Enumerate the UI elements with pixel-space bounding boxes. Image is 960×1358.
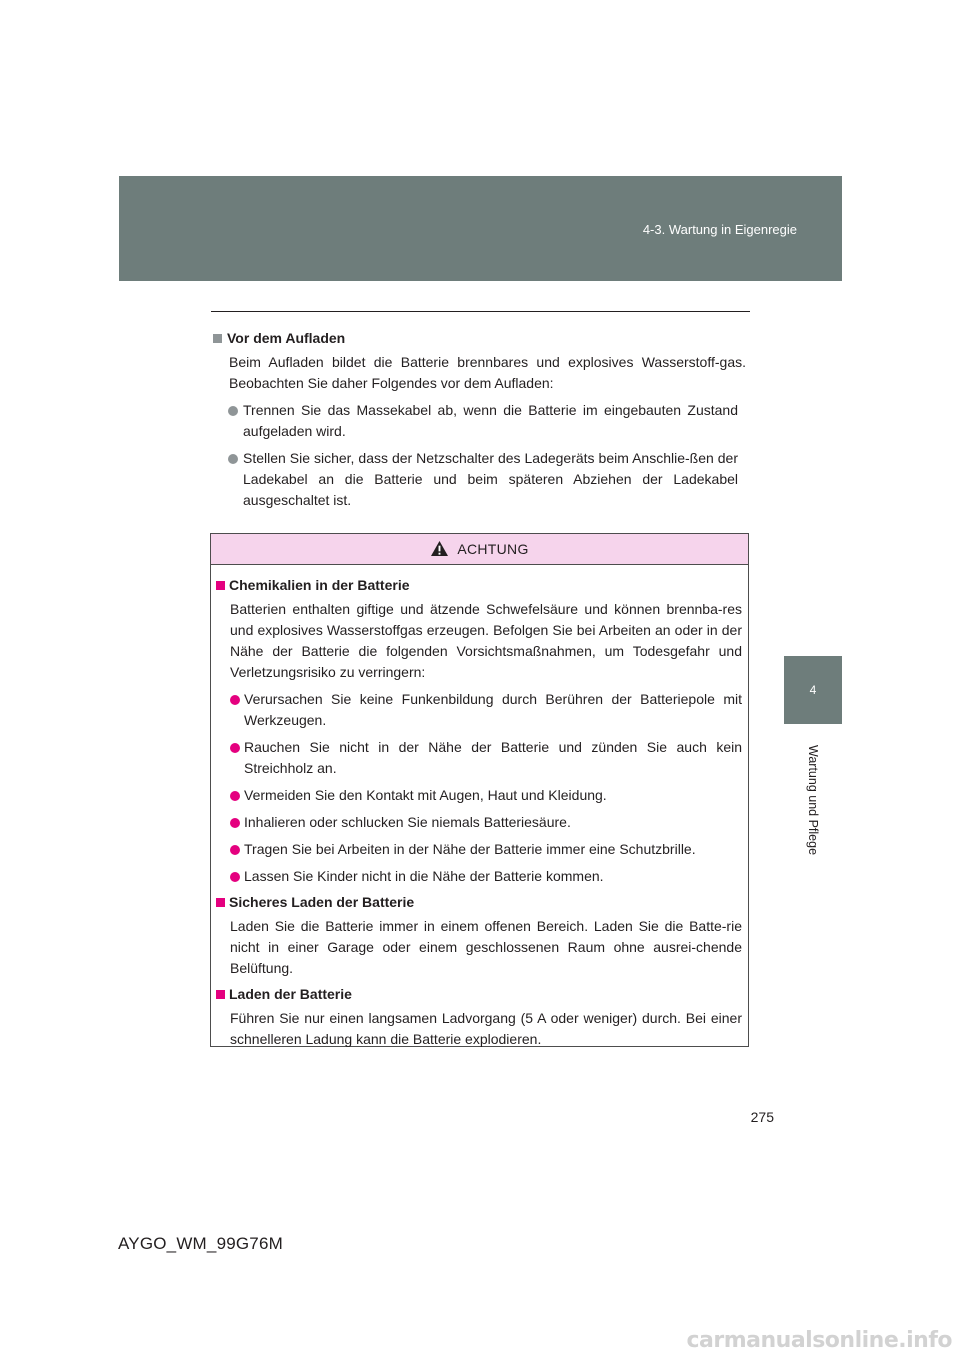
charging-section [211, 328, 746, 511]
section-divider [211, 311, 750, 312]
warning-triangle-icon [430, 540, 449, 557]
section-paragraph: Beim Aufladen bildet die Batterie brennbares und explosives Wasserstoff-gas. Beobachten Sie daher Folgendes vor dem Aufladen: [229, 354, 746, 391]
document-code: AYGO_WM_99G76M [118, 1234, 283, 1253]
list-item: Lassen Sie Kinder nicht in die Nähe der Batterie kommen. [215, 866, 742, 887]
list-item: Rauchen Sie nicht in der Nähe der Batterie und zünden Sie auch kein Streichholz an. [215, 737, 742, 779]
header-band [119, 176, 842, 281]
warning-heading: Laden der Batterie [215, 984, 742, 1005]
list-item: Inhalieren oder schlucken Sie niemals Batteriesäure. [215, 812, 742, 833]
warning-heading: Chemikalien in der Batterie [215, 575, 742, 596]
chapter-label: Wartung und Pflege [806, 744, 820, 856]
warning-body [211, 565, 748, 1050]
list-item: Vermeiden Sie den Kontakt mit Augen, Haut und Kleidung. [215, 785, 742, 806]
page-number: 275 [750, 1109, 774, 1125]
list-item: Trennen Sie das Massekabel ab, wenn die Batterie im eingebauten Zustand aufgeladen wird. [211, 400, 746, 442]
warning-header [211, 534, 748, 565]
chapter-label-tab [784, 730, 842, 870]
watermark: carmanualsonline.info [686, 1328, 952, 1353]
list-item: Verursachen Sie keine Funkenbildung durch Berühren der Batteriepole mit Werkzeugen. [215, 689, 742, 731]
warning-paragraph: Führen Sie nur einen langsamen Ladvorgang (5 A oder weniger) durch. Bei einer schnelleren Ladung kann die Batterie explodieren. [230, 1010, 742, 1047]
warning-paragraph: Batterien enthalten giftige und ätzende Schwefelsäure und können brennba-res und explosives Wasserstoffgas erzeugen. Befolgen Sie bei Arbeiten an oder in der Nähe der Batterie die folgenden Vorsichtsmaßnahmen, um Todesgefahr und Verletzungsrisiko zu verringern: [230, 601, 742, 680]
section-title: 4-3. Wartung in Eigenregie [642, 222, 797, 237]
list-item: Tragen Sie bei Arbeiten in der Nähe der Batterie immer eine Schutzbrille. [215, 839, 742, 860]
section-heading: Vor dem Aufladen [211, 328, 746, 349]
warning-title: ACHTUNG [457, 541, 529, 557]
warning-paragraph: Laden Sie die Batterie immer in einem offenen Bereich. Laden Sie die Batte-rie nicht in einer Garage oder einem geschlossenen Raum ohne ausrei-chende Belüftung. [230, 918, 742, 976]
warning-box [210, 533, 749, 1047]
warning-heading: Sicheres Laden der Batterie [215, 892, 742, 913]
list-item: Stellen Sie sicher, dass der Netzschalter des Ladegeräts beim Anschlie-ßen der Ladekabel an die Batterie und beim späteren Abziehen der Ladekabel ausgeschaltet ist. [211, 448, 746, 511]
chapter-number-tab: 4 [784, 656, 842, 724]
